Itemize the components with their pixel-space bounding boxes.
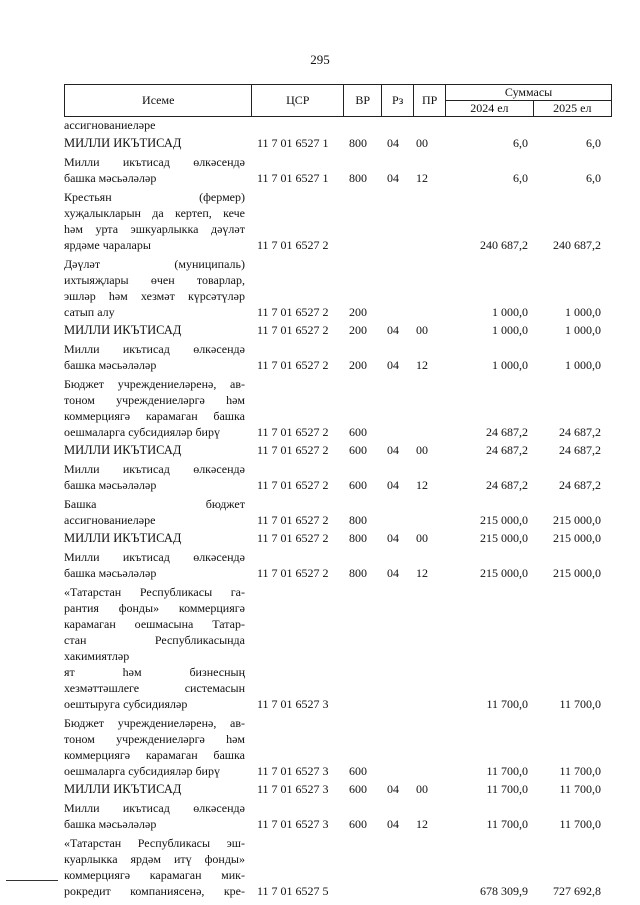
row-name-line: эшләр һәм хезмәт күрсәтүләр <box>64 289 245 303</box>
cell-2024: 1 000,0 <box>492 358 528 372</box>
table-row <box>64 189 612 253</box>
cell-rz: 04 <box>387 443 399 457</box>
cell-vr: 800 <box>349 566 367 580</box>
table-row <box>64 800 612 832</box>
cell-2024: 11 700,0 <box>486 817 528 831</box>
cell-pr: 00 <box>416 136 428 150</box>
table-row <box>64 461 612 493</box>
row-name <box>64 496 245 528</box>
row-name-line: Дәүләт (муниципаль) <box>64 257 245 271</box>
row-name-line: хуҗалыкларын да кертеп, кече <box>64 206 245 220</box>
cell-pr: 00 <box>416 531 428 545</box>
cell-pr: 12 <box>416 478 428 492</box>
cell-csr: 11 7 01 6527 1 <box>257 171 329 185</box>
cell-rz: 04 <box>387 566 399 580</box>
row-name-line: ассигнованиеләре <box>64 118 156 132</box>
cell-2025: 11 700,0 <box>559 697 601 711</box>
row-name <box>64 154 245 186</box>
row-name-line: коммерциягә карамаган башка <box>64 409 245 423</box>
cell-2024: 24 687,2 <box>486 425 528 439</box>
cell-csr: 11 7 01 6527 2 <box>257 566 329 580</box>
table-row <box>64 341 612 373</box>
row-name <box>64 781 245 797</box>
cell-csr: 11 7 01 6527 3 <box>257 817 329 831</box>
cell-rz: 04 <box>387 817 399 831</box>
row-name-line: рокредит компаниясенә, кре- <box>64 884 245 898</box>
row-name-line: Милли икътисад өлкәсендә <box>64 155 245 169</box>
cell-2024: 215 000,0 <box>480 513 528 527</box>
cell-2024: 24 687,2 <box>486 478 528 492</box>
row-name-line: ярдәме чаралары <box>64 238 151 252</box>
table-row <box>64 530 612 546</box>
cell-rz: 04 <box>387 136 399 150</box>
cell-rz: 04 <box>387 782 399 796</box>
cell-csr: 11 7 01 6527 2 <box>257 358 329 372</box>
row-name-line: «Татарстан Республикасы эш- <box>64 836 245 850</box>
cell-csr: 11 7 01 6527 2 <box>257 323 329 337</box>
row-name-line: оештыруга субсидияләр <box>64 697 188 711</box>
cell-vr: 600 <box>349 478 367 492</box>
cell-vr: 800 <box>349 171 367 185</box>
cell-csr: 11 7 01 6527 2 <box>257 238 329 252</box>
row-name-line: ихтыяҗлары өчен товарлар, <box>64 273 245 287</box>
row-name <box>64 835 245 899</box>
row-name <box>64 461 245 493</box>
row-name <box>64 715 245 779</box>
cell-2025: 6,0 <box>586 136 601 150</box>
row-name-line: тоном учреждениеләргә һәм <box>64 732 245 746</box>
cell-2025: 11 700,0 <box>559 764 601 778</box>
cell-vr: 800 <box>349 136 367 150</box>
cell-rz: 04 <box>387 478 399 492</box>
row-name-line: МИЛЛИ ИКЪТИСАД <box>64 443 182 457</box>
cell-pr: 00 <box>416 323 428 337</box>
table-header <box>64 84 612 117</box>
cell-2024: 11 700,0 <box>486 782 528 796</box>
cell-2024: 6,0 <box>513 136 528 150</box>
cell-vr: 200 <box>349 358 367 372</box>
col-header-name: Исеме <box>65 85 252 117</box>
cell-2024: 6,0 <box>513 171 528 185</box>
cell-vr: 600 <box>349 764 367 778</box>
row-name-line: башка мәсьәләләр <box>64 566 157 580</box>
cell-vr: 600 <box>349 443 367 457</box>
row-name-line: оешмаларга субсидияләр бирү <box>64 425 220 439</box>
cell-2025: 24 687,2 <box>559 443 601 457</box>
col-header-vr: ВР <box>344 85 382 117</box>
table-row <box>64 835 612 899</box>
row-name-line: Бюджет учреждениеләренә, ав- <box>64 716 245 730</box>
row-name-line: Милли икътисад өлкәсендә <box>64 462 245 476</box>
cell-vr: 600 <box>349 425 367 439</box>
cell-pr: 12 <box>416 817 428 831</box>
cell-2025: 215 000,0 <box>553 531 601 545</box>
table-row <box>64 322 612 338</box>
row-name-line: сатып алу <box>64 305 115 319</box>
cell-csr: 11 7 01 6527 2 <box>257 531 329 545</box>
table-row <box>64 549 612 581</box>
row-name-line: ассигнованиеләре <box>64 513 156 527</box>
page-number: 295 <box>310 52 330 67</box>
row-name <box>64 584 245 712</box>
row-name-line: башка мәсьәләләр <box>64 171 157 185</box>
table-row <box>64 154 612 186</box>
row-name-line: МИЛЛИ ИКЪТИСАД <box>64 323 182 337</box>
cell-rz: 04 <box>387 531 399 545</box>
cell-vr: 600 <box>349 817 367 831</box>
row-name <box>64 376 245 440</box>
row-name-line: коммерциягә карамаган башка <box>64 748 245 762</box>
row-name <box>64 442 245 458</box>
cell-vr: 800 <box>349 531 367 545</box>
table-row <box>64 781 612 797</box>
cell-pr: 00 <box>416 443 428 457</box>
cell-2025: 11 700,0 <box>559 782 601 796</box>
cell-pr: 00 <box>416 782 428 796</box>
table-row <box>64 376 612 440</box>
cell-2024: 215 000,0 <box>480 531 528 545</box>
cell-2025: 1 000,0 <box>565 305 601 319</box>
row-name <box>64 189 245 253</box>
row-name-line: Бюджет учреждениеләренә, ав- <box>64 377 245 391</box>
cell-csr: 11 7 01 6527 3 <box>257 782 329 796</box>
table-row <box>64 715 612 779</box>
cell-csr: 11 7 01 6527 2 <box>257 443 329 457</box>
table-body <box>64 117 612 899</box>
row-name-line: хезмәттәшлеге системасын <box>64 681 245 695</box>
cell-pr: 12 <box>416 171 428 185</box>
cell-2025: 24 687,2 <box>559 425 601 439</box>
col-header-2025: 2025 ел <box>533 101 611 117</box>
row-name-line: тоном учреждениеләргә һәм <box>64 393 245 407</box>
cell-2024: 215 000,0 <box>480 566 528 580</box>
cell-2025: 727 692,8 <box>553 884 601 898</box>
col-header-sums: Суммасы <box>446 85 612 101</box>
cell-vr: 200 <box>349 305 367 319</box>
cell-vr: 800 <box>349 513 367 527</box>
row-name-line: Милли икътисад өлкәсендә <box>64 342 245 356</box>
row-name-line: МИЛЛИ ИКЪТИСАД <box>64 531 182 545</box>
cell-csr: 11 7 01 6527 1 <box>257 136 329 150</box>
table-row <box>64 584 612 712</box>
row-name-line: куарлыкка ярдәм итү фонды» <box>64 852 245 866</box>
row-name <box>64 341 245 373</box>
cell-2024: 11 700,0 <box>486 697 528 711</box>
cell-2024: 24 687,2 <box>486 443 528 457</box>
cell-csr: 11 7 01 6527 5 <box>257 884 329 898</box>
cell-2025: 24 687,2 <box>559 478 601 492</box>
row-name-line: «Татарстан Республикасы га- <box>64 585 245 599</box>
cell-2025: 1 000,0 <box>565 358 601 372</box>
row-name <box>64 530 245 546</box>
row-name <box>64 256 245 320</box>
cell-2025: 6,0 <box>586 171 601 185</box>
cell-rz: 04 <box>387 171 399 185</box>
table-row <box>64 442 612 458</box>
cell-csr: 11 7 01 6527 2 <box>257 305 329 319</box>
row-name <box>64 117 245 133</box>
cell-rz: 04 <box>387 358 399 372</box>
row-name-line: рантия фонды» коммерциягә <box>64 601 245 615</box>
cell-2025: 1 000,0 <box>565 323 601 337</box>
cell-vr: 200 <box>349 323 367 337</box>
cell-2025: 215 000,0 <box>553 566 601 580</box>
cell-2024: 1 000,0 <box>492 305 528 319</box>
col-header-csr: ЦСР <box>252 85 344 117</box>
table-row <box>64 135 612 151</box>
row-name-line: оешмаларга субсидияләр бирү <box>64 764 220 778</box>
row-name-line: башка мәсьәләләр <box>64 478 157 492</box>
cell-2024: 678 309,9 <box>480 884 528 898</box>
table-row <box>64 496 612 528</box>
row-name-line: МИЛЛИ ИКЪТИСАД <box>64 136 182 150</box>
cell-2024: 1 000,0 <box>492 323 528 337</box>
row-name-line: МИЛЛИ ИКЪТИСАД <box>64 782 182 796</box>
row-name-line: башка мәсьәләләр <box>64 358 157 372</box>
row-name-line: стан Республикасында хакимиятләр <box>64 633 245 663</box>
cell-vr: 600 <box>349 782 367 796</box>
row-name-line: Милли икътисад өлкәсендә <box>64 550 245 564</box>
cell-2025: 11 700,0 <box>559 817 601 831</box>
cell-rz: 04 <box>387 323 399 337</box>
cell-csr: 11 7 01 6527 3 <box>257 697 329 711</box>
row-name-line: һәм урта эшкуарлыкка дәүләт <box>64 222 245 236</box>
cell-csr: 11 7 01 6527 2 <box>257 478 329 492</box>
cell-pr: 12 <box>416 358 428 372</box>
col-header-pr: ПР <box>414 85 446 117</box>
cell-csr: 11 7 01 6527 3 <box>257 764 329 778</box>
table-row <box>64 256 612 320</box>
row-name-line: коммерциягә карамаган мик- <box>64 868 245 882</box>
cell-2024: 240 687,2 <box>480 238 528 252</box>
table-row <box>64 117 612 133</box>
row-name-line: карамаган оешмасына Татар- <box>64 617 245 631</box>
footnote-divider <box>6 880 58 883</box>
col-header-rz: Рз <box>382 85 414 117</box>
cell-2025: 240 687,2 <box>553 238 601 252</box>
row-name-line: башка мәсьәләләр <box>64 817 157 831</box>
cell-2024: 11 700,0 <box>486 764 528 778</box>
row-name <box>64 135 245 151</box>
row-name <box>64 800 245 832</box>
row-name-line: Крестьян (фермер) <box>64 190 245 204</box>
row-name-line: ят һәм бизнесның <box>64 665 245 679</box>
row-name-line: Башка бюджет <box>64 497 245 511</box>
cell-pr: 12 <box>416 566 428 580</box>
cell-csr: 11 7 01 6527 2 <box>257 513 329 527</box>
row-name-line: Милли икътисад өлкәсендә <box>64 801 245 815</box>
row-name <box>64 549 245 581</box>
row-name <box>64 322 245 338</box>
col-header-2024: 2024 ел <box>446 101 534 117</box>
cell-2025: 215 000,0 <box>553 513 601 527</box>
cell-csr: 11 7 01 6527 2 <box>257 425 329 439</box>
